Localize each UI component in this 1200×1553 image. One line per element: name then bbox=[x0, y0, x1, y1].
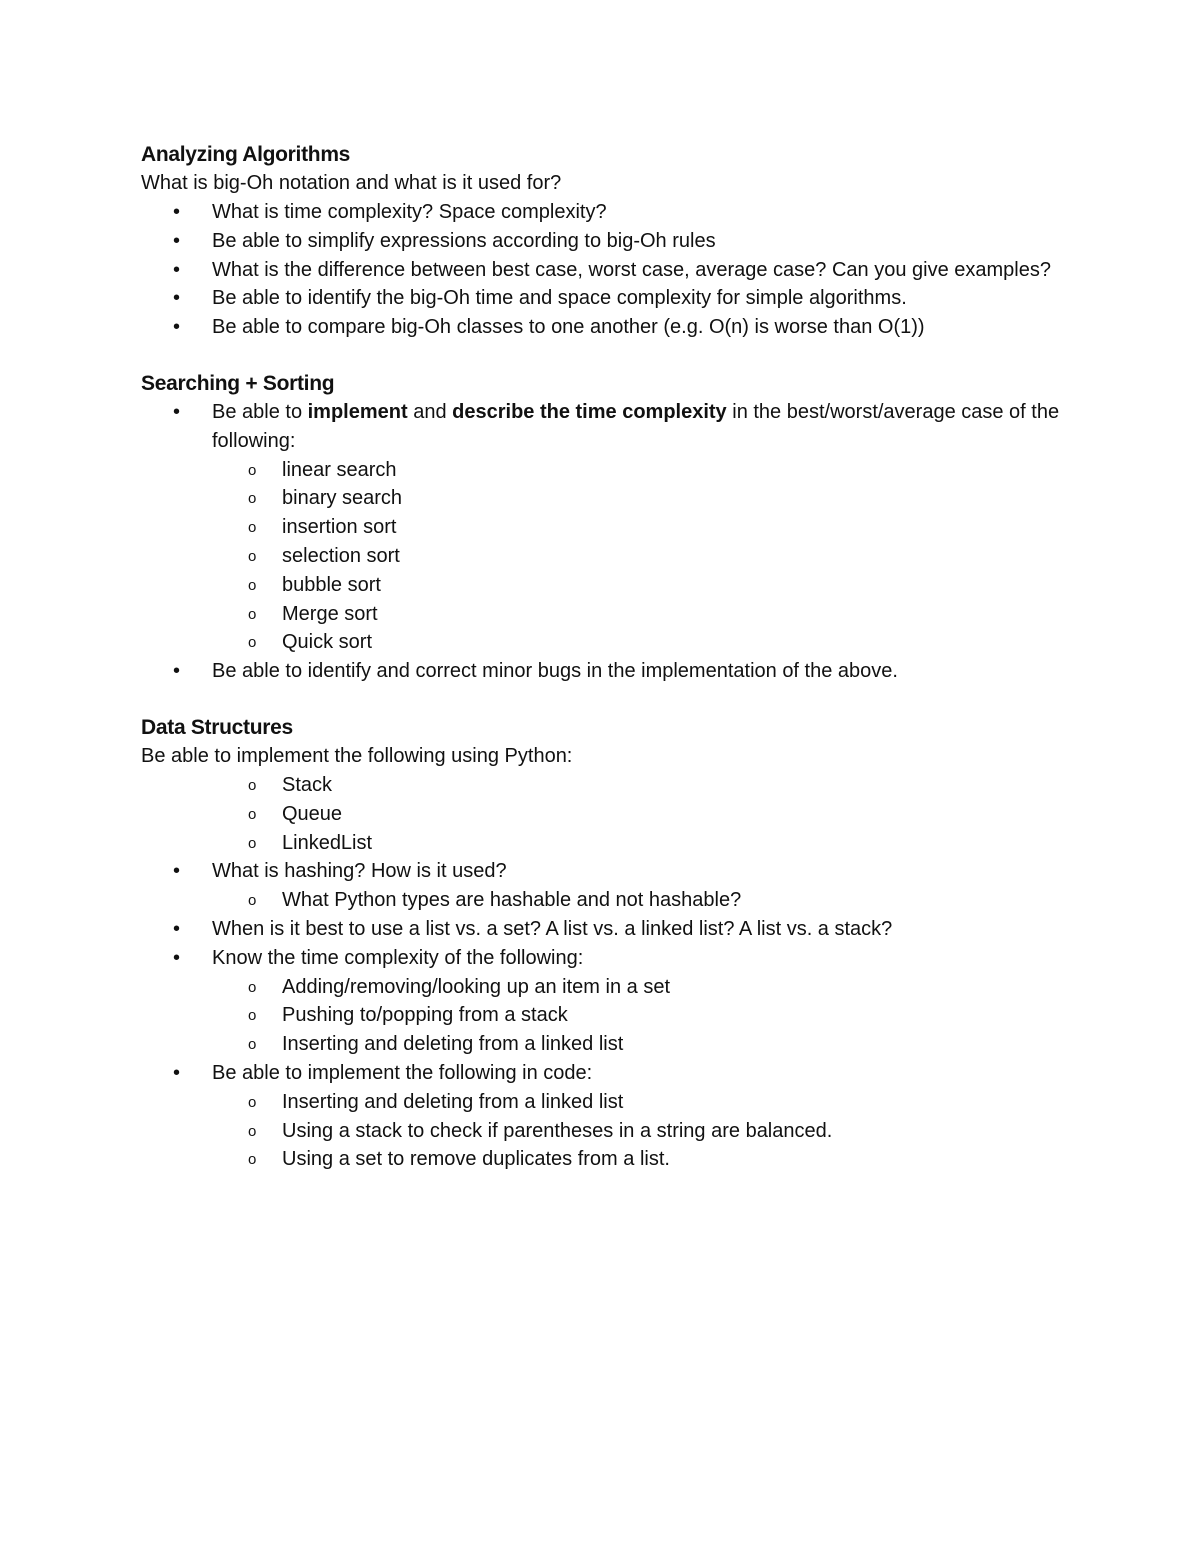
section-intro: Be able to implement the following using Python: bbox=[141, 744, 573, 767]
section-heading: Analyzing Algorithms bbox=[141, 143, 351, 166]
sub-list-item: o Merge sort bbox=[141, 600, 1081, 629]
section-intro: What is big-Oh notation and what is it used for? bbox=[141, 172, 562, 194]
text-run: in the best/worst/average case of the following: bbox=[212, 400, 1060, 452]
sub-list-item: o LinkedList bbox=[141, 829, 1081, 858]
text-run: Be able to bbox=[212, 400, 308, 423]
list-item: • Be able to implement the following in code: bbox=[141, 1059, 1081, 1088]
sub-list-item: o Pushing to/popping from a stack bbox=[141, 1001, 1081, 1030]
bold-text: describe the time complexity bbox=[452, 400, 727, 423]
sub-list-item: o Using a stack to check if parentheses in a string are balanced. bbox=[141, 1117, 1081, 1146]
sub-list-item: o What Python types are hashable and not hashable? bbox=[141, 886, 1081, 915]
sub-list-item: o bubble sort bbox=[141, 571, 1081, 600]
sub-list-item: o Adding/removing/looking up an item in a set bbox=[141, 973, 1081, 1002]
list-item: • Be able to identify and correct minor bugs in the implementation of the above. bbox=[141, 657, 1081, 686]
sub-list-item: o Inserting and deleting from a linked list bbox=[141, 1030, 1081, 1059]
list-item: • Be able to compare big-Oh classes to one another (e.g. O(n) is worse than O(1)) bbox=[141, 313, 1081, 342]
list-item: • What is the difference between best case, worst case, average case? Can you give examples? bbox=[141, 256, 1081, 285]
sub-list-item: o Stack bbox=[141, 771, 1081, 800]
bullet-list bbox=[141, 398, 1081, 686]
list-item: • What is hashing? How is it used? bbox=[141, 857, 1081, 886]
sub-list-item: o Using a set to remove duplicates from a list. bbox=[141, 1145, 1081, 1174]
document-page bbox=[141, 140, 1081, 1201]
bullet-list bbox=[141, 771, 1081, 1174]
list-item: • Know the time complexity of the following: bbox=[141, 944, 1081, 973]
sub-list-item: o linear search bbox=[141, 456, 1081, 485]
section-heading: Data Structures bbox=[141, 715, 293, 739]
sub-list-item: o insertion sort bbox=[141, 513, 1081, 542]
list-item: • When is it best to use a list vs. a set? A list vs. a linked list? A list vs. a stack? bbox=[141, 915, 1081, 944]
list-item: • Be able to identify the big-Oh time and space complexity for simple algorithms. bbox=[141, 284, 1081, 313]
list-item: • Be able to simplify expressions according to big-Oh rules bbox=[141, 227, 1081, 256]
sub-list-item: o binary search bbox=[141, 484, 1081, 513]
section-heading: Searching + Sorting bbox=[141, 371, 335, 395]
list-item bbox=[141, 398, 1081, 456]
sub-list-item: o selection sort bbox=[141, 542, 1081, 571]
section-data-structures bbox=[141, 713, 1081, 1174]
text-run: and bbox=[407, 400, 453, 423]
list-item: • What is time complexity? Space complexity? bbox=[141, 198, 1081, 227]
bullet-list bbox=[141, 198, 1081, 342]
section-searching-sorting bbox=[141, 369, 1081, 686]
bold-text: implement bbox=[307, 400, 408, 423]
sub-list-item: o Quick sort bbox=[141, 628, 1081, 657]
sub-list-item: o Inserting and deleting from a linked list bbox=[141, 1088, 1081, 1117]
sub-list-item: o Queue bbox=[141, 800, 1081, 829]
section-analyzing-algorithms bbox=[141, 140, 1081, 342]
